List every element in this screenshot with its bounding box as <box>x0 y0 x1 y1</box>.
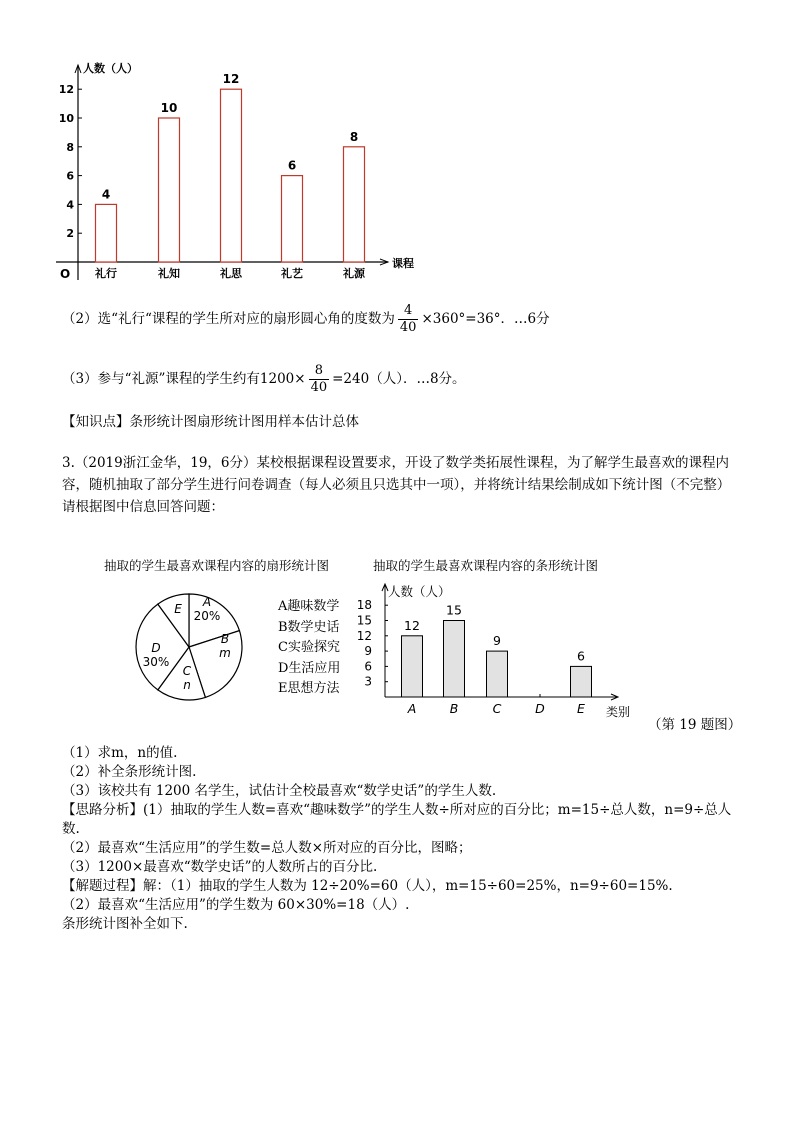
solution-2: （2）最喜欢“生活应用”的学生数为 60×30%=18（人）. <box>62 897 410 913</box>
y-tick-label: 2 <box>66 227 74 241</box>
category-label: A <box>407 701 417 716</box>
category-label: B <box>449 701 459 716</box>
legend-item: C实验探究 <box>278 640 340 655</box>
category-label: E <box>577 701 585 716</box>
origin-label: O <box>60 267 71 281</box>
knowledge-point: 【知识点】条形统计图扇形统计图用样本估计总体 <box>62 414 359 430</box>
bar-value-label: 6 <box>287 158 297 173</box>
y-tick-label: 12 <box>58 83 74 97</box>
y-tick-label: 15 <box>356 613 372 628</box>
questions <box>62 744 742 934</box>
bar-value-label: 4 <box>101 187 111 202</box>
slice-letter: E <box>174 602 182 616</box>
x-axis-label: 课程 <box>392 257 414 270</box>
bar <box>402 636 423 697</box>
question-3: （3）该校共有 1200 名学生，试估计全校最喜欢“数学史话”的学生人数. <box>62 783 497 799</box>
y-tick-label: 4 <box>66 198 74 212</box>
slice-letter: B <box>220 632 230 646</box>
course-chart-bars <box>94 72 366 280</box>
slice-value: n <box>183 678 191 692</box>
slice-value: 30% <box>142 655 170 669</box>
legend-item: D生活应用 <box>278 660 341 676</box>
pie-legend <box>278 597 340 700</box>
y-tick-label: 18 <box>356 598 372 613</box>
slice-value: m <box>219 646 231 660</box>
category-bar-chart <box>350 578 640 720</box>
y-axis-label: 人数（人） <box>388 584 451 599</box>
bar <box>282 176 303 262</box>
bar-chart-title: 抽取的学生最喜欢课程内容的条形统计图 <box>373 558 599 573</box>
slice-letter: C <box>182 664 192 678</box>
category-label: 礼艺 <box>281 267 303 280</box>
y-tick-label: 8 <box>66 140 74 154</box>
bar <box>159 118 180 262</box>
slice-letter: D <box>151 641 161 655</box>
question-1: （1）求m，n的值. <box>62 745 178 761</box>
category-label: 礼行 <box>95 267 117 280</box>
legend-item: A趣味数学 <box>278 599 340 614</box>
analysis-1: 【思路分析】(1）抽取的学生人数=喜欢“趣味数学”的学生人数÷所对应的百分比；m=15÷总人数，n=9÷总人数. <box>62 802 732 837</box>
pie-chart-title: 抽取的学生最喜欢课程内容的扇形统计图 <box>104 558 330 573</box>
fraction: $\frac{4}{40}$ <box>399 303 417 335</box>
solution-1: 【解题过程】解：（1）抽取的学生人数为 12÷20%=60（人），m=15÷60=25%，n=9÷60=15%. <box>62 878 673 894</box>
figure-caption: （第 19 题图） <box>648 717 742 733</box>
y-tick-label: 10 <box>58 112 74 125</box>
question-2: （2）补全条形统计图. <box>62 764 197 780</box>
bar <box>221 89 242 262</box>
category-label: C <box>492 701 502 716</box>
category-label: D <box>535 701 545 716</box>
bar <box>344 147 365 262</box>
course-bar-chart <box>0 55 440 290</box>
category-label: 礼源 <box>343 267 365 280</box>
bar-value-label: 6 <box>577 648 585 664</box>
y-tick-label: 12 <box>356 628 372 643</box>
category-label: 礼知 <box>158 267 180 280</box>
analysis-3: （3）1200×最喜欢“数学史话”的人数所占的百分比. <box>62 859 378 875</box>
y-tick-label: 9 <box>364 644 372 659</box>
analysis-2: （2）最喜欢“生活应用”的学生数=总人数×所对应的百分比，图略； <box>62 840 472 856</box>
answer-part-3: （3）参与“礼源”课程的学生约有1200× $\frac{8}{40}$ =240（人）．…8分。 <box>62 363 466 395</box>
bar <box>571 666 592 697</box>
slice-value: 20% <box>193 609 221 623</box>
legend-item: E思想方法 <box>278 681 340 696</box>
answer-part-2: （2）选“礼行“课程的学生所对应的扇形圆心角的度数为 $\frac{4}{40}$ ×360°=36°．…6分 <box>62 303 550 335</box>
y-tick-label: 6 <box>364 659 372 674</box>
y-tick-label: 3 <box>364 674 372 689</box>
y-tick-label: 6 <box>66 169 74 183</box>
problem-3-statement: 3.（2019浙江金华，19，6分）某校根据课程设置要求，开设了数学类拓展性课程，为了解学生最喜欢的课程内容，随机抽取了部分学生进行问卷调查（每人必须且只选其中一项），并将统计结果绘制成如下统计图（不完整）请根据图中信息回答问题： <box>62 455 731 515</box>
bar-value-label: 12 <box>404 617 420 633</box>
bar-value-label: 8 <box>349 129 359 144</box>
y-axis-label: 人数（人） <box>83 62 138 75</box>
solution-3: 条形统计图补全如下. <box>62 916 188 932</box>
bar <box>96 204 117 262</box>
bar-value-label: 10 <box>160 101 178 115</box>
category-label: 礼思 <box>220 267 242 280</box>
bar-value-label: 9 <box>493 633 501 649</box>
bar <box>487 651 508 697</box>
bar <box>444 621 465 698</box>
bar-value-label: 12 <box>222 72 240 87</box>
fraction: $\frac{8}{40}$ <box>310 363 328 395</box>
x-axis-label: 类别 <box>606 705 631 719</box>
legend-item: B数学史话 <box>278 619 340 635</box>
bar-value-label: 15 <box>446 602 462 618</box>
slice-letter: A <box>202 595 212 609</box>
pie-chart <box>130 588 250 706</box>
